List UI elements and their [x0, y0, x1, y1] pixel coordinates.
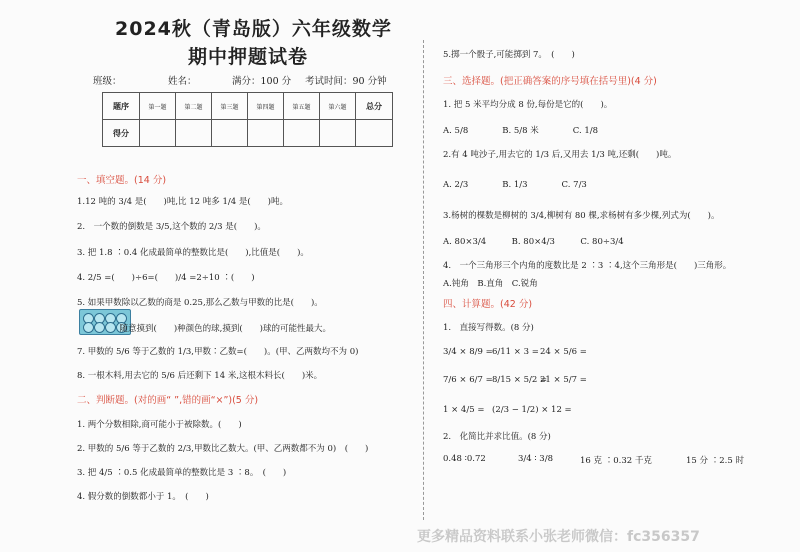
calc-item: 3/4 × 8/9 = — [443, 347, 493, 357]
score-total: 总分 — [356, 93, 393, 120]
score-row-label: 得分 — [103, 120, 140, 147]
question-text: 2. 一个数的倒数是 3/5,这个数的 2/3 是( )。 — [77, 222, 266, 232]
full-score-label: 满分：100 分 — [232, 76, 292, 87]
score-col-6: 第六题 — [320, 93, 356, 120]
question-text: 随意摸到( )种颜色的球,摸到( )球的可能性最大。 — [77, 324, 331, 334]
question-text: 2. 化简比并求比值。(8 分) — [443, 432, 551, 442]
class-field-label: 班级： — [93, 76, 122, 87]
calc-item: 21 × 5/7 = — [540, 375, 587, 385]
score-col-1: 第一题 — [140, 93, 176, 120]
question-text: 2.有 4 吨沙子,用去它的 1/3 后,又用去 1/3 吨,还剩( )吨。 — [443, 150, 677, 160]
score-cell[interactable] — [140, 120, 176, 147]
answer-options: A. 5/8 B. 5/8 米 C. 1/8 — [443, 126, 599, 136]
score-cell[interactable] — [284, 120, 320, 147]
question-text: 1.12 吨的 3/4 是( )吨,比 12 吨多 1/4 是( )吨。 — [77, 197, 288, 207]
question-text: 2. 甲数的 5/6 等于乙数的 2/3,甲数比乙数大。(甲、乙两数都不为 0) ( ) — [77, 444, 369, 454]
exam-title: 2024秋（青岛版）六年级数学 — [115, 18, 392, 40]
ratio-item: 0.48 ∶0.72 — [443, 454, 486, 464]
score-col-3: 第三题 — [212, 93, 248, 120]
question-text: 5. 如果甲数除以乙数的商是 0.25,那么乙数与甲数的比是( )。 — [77, 298, 323, 308]
ratio-item: 16 克 ∶0.32 千克 — [580, 456, 652, 466]
question-text: 8. 一根木料,用去它的 5/6 后还剩下 14 米,这根木料长( )米。 — [77, 371, 323, 381]
exam-time-label: 考试时间：90 分钟 — [305, 76, 387, 87]
calc-item: (2/3 − 1/2) × 12 = — [492, 405, 572, 415]
exam-subtitle: 期中押题试卷 — [188, 46, 309, 68]
question-text: 7. 甲数的 5/6 等于乙数的 1/3,甲数∶乙数=( )。(甲、乙两数均不为 0) — [77, 347, 359, 357]
section-true-false: 二、判断题。(对的画“ ”,错的画“×”)(5 分) — [77, 395, 259, 406]
contact-watermark: 更多精品资料联系小张老师微信：fc356357 — [417, 529, 700, 545]
calc-item: 1 × 4/5 = — [443, 405, 485, 415]
question-text: 4. 一个三角形三个内角的度数比是 2 ∶3 ∶4,这个三角形是( )三角形。 — [443, 261, 732, 271]
ratio-item: 3/4 ∶ 3/8 — [518, 454, 553, 464]
answer-options: A. 2/3 B. 1/3 C. 7/3 — [443, 180, 587, 190]
answer-options: A.钝角 B.直角 C.锐角 — [443, 279, 538, 289]
score-col-2: 第二题 — [176, 93, 212, 120]
calc-item: 24 × 5/6 = — [540, 347, 587, 357]
score-table — [102, 92, 393, 147]
score-cell[interactable] — [356, 120, 393, 147]
question-text: 3.杨树的棵数是柳树的 3/4,柳树有 80 棵,求杨树有多少棵,列式为( )。 — [443, 211, 720, 221]
score-table-header: 题序 — [103, 93, 140, 120]
score-col-5: 第五题 — [284, 93, 320, 120]
question-text: 4. 假分数的倒数都小于 1。 ( ) — [77, 492, 209, 502]
question-text: 3. 把 1.8 ∶0.4 化成最简单的整数比是( ),比值是( )。 — [77, 248, 309, 258]
question-text: 4. 2/5 =( )÷6=( )/4 =2÷10 ∶( ) — [77, 273, 255, 283]
score-cell[interactable] — [248, 120, 284, 147]
calc-item: 6/11 × 3 = — [492, 347, 539, 357]
score-cell[interactable] — [176, 120, 212, 147]
score-cell[interactable] — [320, 120, 356, 147]
section-multiple-choice: 三、选择题。(把正确答案的序号填在括号里)(4 分) — [443, 76, 657, 87]
score-cell[interactable] — [212, 120, 248, 147]
name-field-label: 姓名： — [168, 76, 197, 87]
section-calculation: 四、计算题。(42 分) — [443, 299, 533, 310]
section-fill-blank: 一、填空题。(14 分) — [77, 175, 167, 186]
question-text: 1. 两个分数相除,商可能小于被除数。( ) — [77, 420, 242, 430]
ratio-item: 15 分 ∶2.5 时 — [686, 456, 744, 466]
column-divider — [423, 40, 424, 520]
calc-item: 8/15 × 5/2 = — [492, 375, 548, 385]
score-col-4: 第四题 — [248, 93, 284, 120]
answer-options: A. 80×3/4 B. 80×4/3 C. 80÷3/4 — [443, 237, 624, 247]
question-text: 5.掷一个骰子,可能掷到 7。 ( ) — [443, 50, 575, 60]
question-text: 1. 直接写得数。(8 分) — [443, 323, 534, 333]
question-text: 3. 把 4/5 ∶0.5 化成最简单的整数比是 3 ∶8。 ( ) — [77, 468, 287, 478]
question-text: 1. 把 5 米平均分成 8 份,每份是它的( )。 — [443, 100, 613, 110]
calc-item: 7/6 × 6/7 = — [443, 375, 493, 385]
